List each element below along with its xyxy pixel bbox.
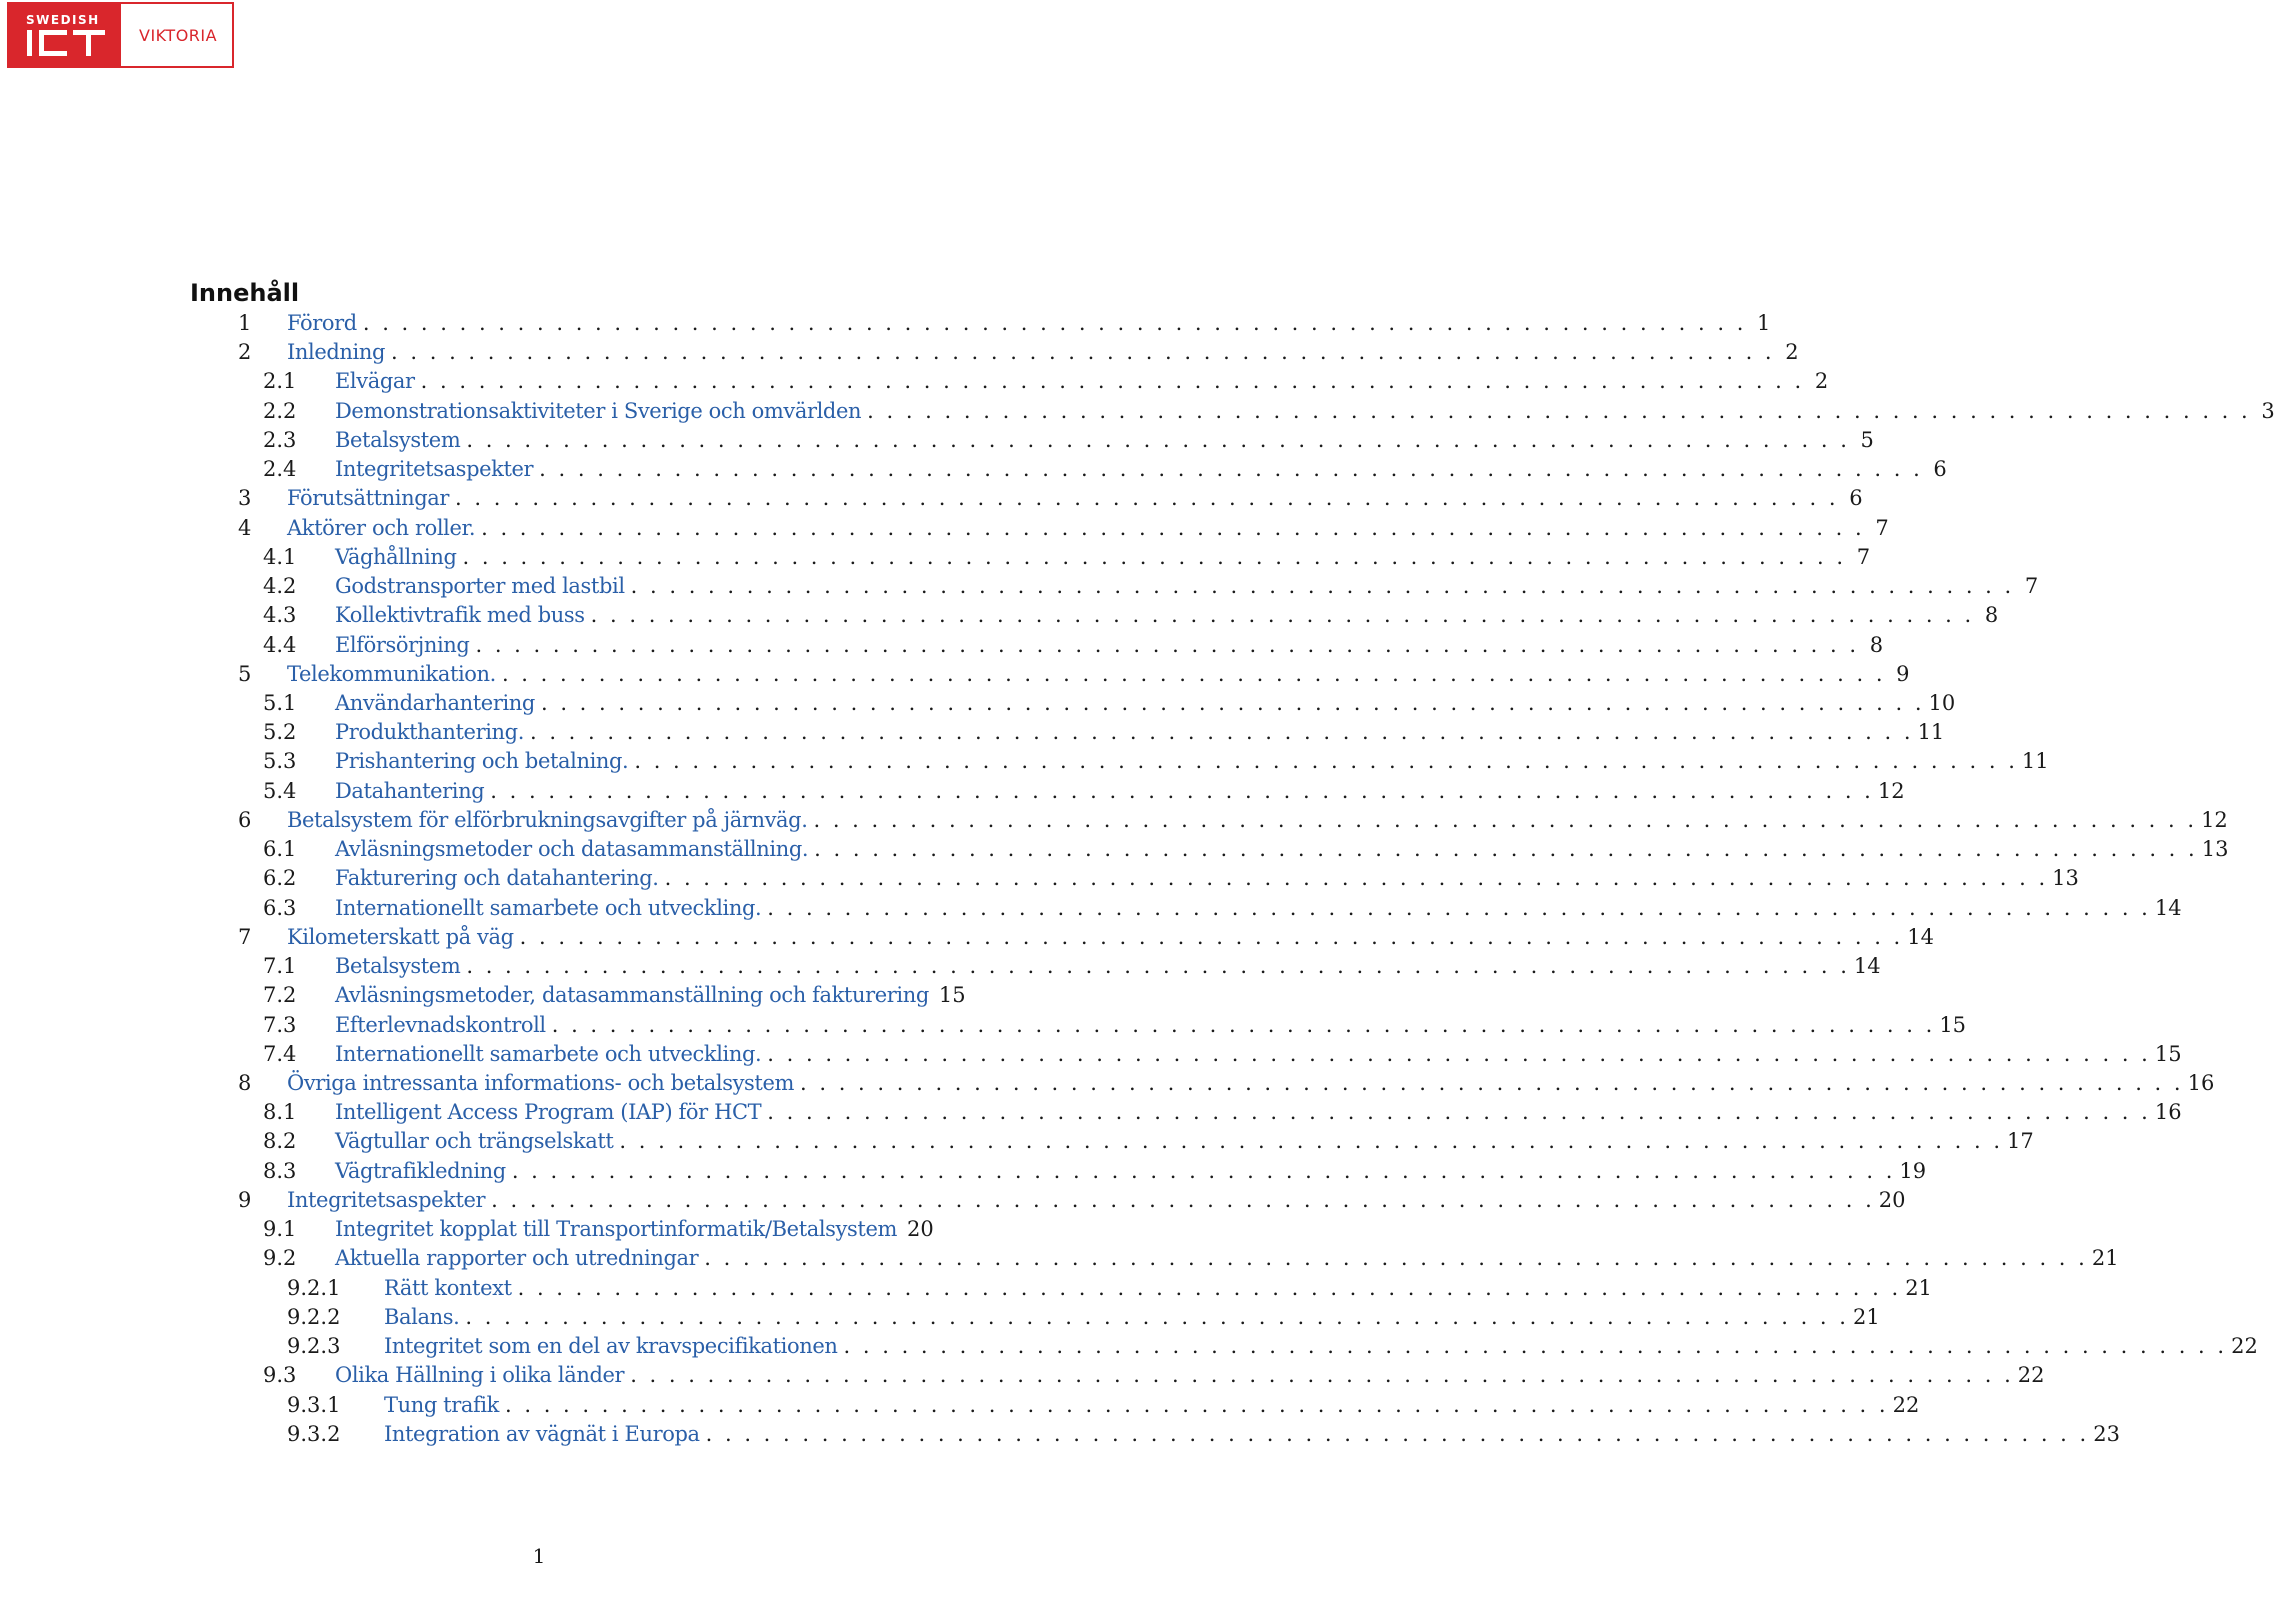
toc-leader-dots	[466, 426, 1850, 455]
toc-link[interactable]: Kollektivtrafik med buss	[335, 603, 585, 628]
toc-link[interactable]: Inledning	[287, 340, 386, 365]
toc-page-number: 14	[1853, 954, 1881, 979]
toc-link[interactable]: Avläsningsmetoder, datasammanställning och fakturering	[335, 983, 929, 1008]
toc-row[interactable]	[0, 806, 2228, 835]
toc-page-number: 7	[2024, 574, 2039, 599]
toc-page-number: 12	[2201, 807, 2228, 832]
toc-section-number: 9.2	[263, 1246, 297, 1271]
toc-entry[interactable]	[335, 981, 966, 1010]
toc-section-number: 5.1	[263, 690, 297, 715]
toc-row[interactable]	[0, 835, 2229, 864]
toc-link[interactable]: Avläsningsmetoder och datasammanställning.	[335, 837, 809, 862]
toc-link[interactable]: Övriga intressanta informations- och betalsystem	[287, 1070, 794, 1095]
toc-row[interactable]	[0, 1303, 1880, 1332]
toc-link[interactable]: Efterlevnadskontroll	[335, 1012, 546, 1037]
toc-entry[interactable]	[335, 1157, 1927, 1186]
toc-section-number: 5	[238, 661, 252, 686]
toc-page-number: 11	[1917, 720, 1945, 745]
toc-section-number: 6.1	[263, 837, 297, 862]
toc-link[interactable]: Demonstrationsaktiviteter i Sverige och omvärlden	[335, 398, 862, 423]
toc-entry[interactable]	[384, 1332, 2258, 1361]
toc-row[interactable]	[0, 1420, 2120, 1449]
toc-link[interactable]: Olika Hällning i olika länder	[335, 1363, 625, 1388]
toc-leader-dots	[631, 572, 2015, 601]
toc-row[interactable]	[0, 426, 1874, 455]
toc-leader-dots	[591, 601, 1975, 630]
toc-page-number: 8	[1869, 632, 1884, 657]
toc-page-number: 16	[2187, 1070, 2215, 1095]
toc-page-number: 10	[1928, 690, 1956, 715]
toc-page-number: 23	[2093, 1421, 2120, 1446]
toc-link[interactable]: Telekommunikation.	[287, 661, 496, 686]
toc-link[interactable]: Integritetsaspekter	[287, 1187, 486, 1212]
toc-page-number: 6	[1849, 486, 1863, 511]
toc-row[interactable]	[0, 572, 2039, 601]
toc-row[interactable]	[0, 1127, 2034, 1156]
toc-entry[interactable]	[335, 835, 2229, 864]
toc-row[interactable]	[0, 543, 1871, 572]
toc-entry[interactable]	[287, 806, 2228, 835]
toc-entry[interactable]	[335, 426, 1874, 455]
toc-link[interactable]: Förord	[287, 311, 357, 335]
toc-row[interactable]	[0, 1069, 2215, 1098]
toc-leader-dots	[465, 1303, 1849, 1332]
toc-row[interactable]	[0, 864, 2079, 893]
toc-leader-dots	[505, 1391, 1889, 1420]
toc-entry[interactable]	[287, 338, 1799, 367]
toc-title: Innehåll	[190, 279, 300, 307]
toc-leader-dots	[552, 1011, 1936, 1040]
toc-section-number: 4.1	[263, 544, 297, 569]
toc-leader-dots	[455, 484, 1839, 513]
toc-link[interactable]: Tung trafik	[384, 1392, 499, 1417]
toc-leader-dots	[512, 1157, 1896, 1186]
toc-section-number: 4	[238, 515, 252, 540]
toc-section-number: 7.3	[263, 1012, 297, 1037]
logo-name: VIKTORIA	[139, 25, 218, 45]
toc-entry[interactable]	[335, 1215, 934, 1244]
toc-row[interactable]	[0, 1332, 2258, 1361]
toc-section-number: 8.2	[263, 1129, 297, 1154]
toc-section-number: 6	[238, 807, 252, 832]
toc-leader-dots	[767, 1040, 2151, 1069]
toc-link[interactable]: Prishantering och betalning.	[335, 749, 629, 774]
toc-link[interactable]: Elförsörjning	[335, 632, 470, 657]
toc-row[interactable]	[0, 1215, 960, 1244]
toc-section-number: 9	[238, 1187, 252, 1212]
toc-section-number: 2.3	[263, 427, 297, 452]
toc-row[interactable]	[0, 1011, 1967, 1040]
toc-page-number: 7	[1875, 515, 1889, 540]
toc-link[interactable]: Integritet kopplat till Transportinformatik/Betalsystem	[335, 1217, 897, 1242]
toc-row[interactable]	[0, 660, 1910, 689]
toc-page-number: 15	[938, 983, 966, 1008]
toc-row[interactable]	[0, 1244, 2119, 1273]
toc-link[interactable]: Produkthantering.	[335, 720, 524, 745]
toc-section-number: 7	[238, 924, 252, 949]
toc-row[interactable]	[0, 689, 1956, 718]
toc-row[interactable]	[0, 514, 1889, 543]
toc-leader-dots	[520, 923, 1904, 952]
toc-section-number: 9.3.2	[287, 1421, 341, 1446]
toc-row[interactable]	[0, 309, 1771, 338]
toc-page-number: 5	[1860, 427, 1874, 452]
toc-entry[interactable]	[287, 1069, 2215, 1098]
toc-section-number: 9.2.2	[287, 1304, 341, 1329]
toc-link[interactable]: Rätt kontext	[384, 1275, 512, 1300]
toc-row[interactable]	[0, 777, 1905, 806]
toc-entry[interactable]	[335, 864, 2079, 893]
toc-entry[interactable]	[335, 718, 1945, 747]
toc-page-number: 8	[1984, 603, 1999, 628]
toc-leader-dots	[630, 1361, 2014, 1390]
toc-page-number: 13	[2201, 837, 2229, 862]
toc-leader-dots	[491, 1186, 1875, 1215]
toc-link[interactable]: Vägtullar och trängselskatt	[335, 1129, 614, 1154]
toc-section-number: 3	[238, 486, 252, 511]
toc-link[interactable]: Integritetsaspekter	[335, 457, 534, 482]
toc-row[interactable]	[0, 338, 1799, 367]
toc-entry[interactable]	[335, 1127, 2034, 1156]
toc-leader-dots	[706, 1420, 2090, 1449]
toc-link[interactable]: Balans.	[384, 1304, 460, 1329]
toc-row[interactable]	[0, 397, 2275, 426]
toc-leader-dots	[475, 631, 1859, 660]
toc-page-number: 14	[2154, 895, 2182, 920]
toc-link[interactable]: Godstransporter med lastbil	[335, 574, 625, 599]
toc-section-number: 2.4	[263, 457, 297, 482]
toc-section-number: 7.2	[263, 983, 297, 1008]
toc-section-number: 5.4	[263, 778, 297, 803]
toc-leader-dots	[490, 777, 1874, 806]
toc-page-number: 1	[1757, 311, 1771, 335]
toc-section-number: 7.4	[263, 1041, 297, 1066]
toc-link[interactable]: Fakturering och datahantering.	[335, 866, 659, 891]
toc-page-number: 2	[1785, 340, 1799, 365]
toc-link[interactable]: Elvägar	[335, 369, 415, 394]
toc-section-number: 8.1	[263, 1100, 297, 1125]
toc-link[interactable]: Förutsättningar	[287, 486, 450, 511]
toc-section-number: 4.3	[263, 603, 297, 628]
toc-entry[interactable]	[335, 543, 1871, 572]
toc-entry[interactable]	[335, 747, 2049, 776]
toc-leader-dots	[421, 367, 1805, 396]
toc-page-number: 21	[1852, 1304, 1880, 1329]
toc-entry[interactable]	[335, 601, 1999, 630]
toc-section-number: 8	[238, 1070, 252, 1095]
toc-leader-dots	[767, 894, 2151, 923]
toc-page-number: 13	[2052, 866, 2079, 891]
toc-entry[interactable]	[287, 309, 1771, 338]
toc-row[interactable]	[0, 952, 1881, 981]
toc-link[interactable]: Väghållning	[335, 544, 457, 569]
toc-page-number: 3	[2261, 398, 2275, 423]
toc-section-number: 7.1	[263, 954, 297, 979]
toc-entry[interactable]	[287, 923, 1934, 952]
toc-leader-dots	[481, 514, 1865, 543]
toc-leader-dots	[466, 952, 1850, 981]
toc-link[interactable]: Användarhantering	[335, 690, 535, 715]
toc-page-number: 16	[2154, 1100, 2182, 1125]
toc-row[interactable]	[0, 747, 2049, 776]
toc-leader-dots	[665, 864, 2049, 893]
toc-leader-dots	[530, 718, 1914, 747]
toc-section-number: 2	[238, 340, 252, 365]
toc-leader-dots	[463, 543, 1847, 572]
company-logo	[7, 2, 234, 68]
toc-section-number: 5.3	[263, 749, 297, 774]
toc-entry[interactable]	[335, 455, 1947, 484]
toc-link[interactable]: Intelligent Access Program (IAP) för HCT	[335, 1100, 762, 1125]
toc-leader-dots	[391, 338, 1775, 367]
logo-top-text: SWEDISH	[26, 13, 100, 27]
toc-section-number: 9.1	[263, 1217, 297, 1242]
toc-row[interactable]	[0, 1157, 1927, 1186]
toc-row[interactable]	[0, 1361, 2045, 1390]
toc-page-number: 21	[1905, 1275, 1932, 1300]
toc-section-number: 2.1	[263, 369, 297, 394]
toc-leader-dots	[814, 835, 2198, 864]
toc-entry[interactable]	[335, 1098, 2182, 1127]
toc-page-number: 20	[906, 1217, 934, 1242]
toc-row[interactable]	[0, 923, 1934, 952]
toc-page-number: 21	[2091, 1246, 2119, 1271]
toc-row[interactable]	[0, 894, 2182, 923]
toc-row[interactable]	[0, 1391, 1920, 1420]
toc-section-number: 9.3	[263, 1363, 297, 1388]
toc-entry[interactable]	[335, 894, 2182, 923]
toc-entry[interactable]	[287, 1186, 1906, 1215]
toc-section-number: 4.4	[263, 632, 297, 657]
toc-row[interactable]	[0, 1098, 2182, 1127]
toc-section-number: 4.2	[263, 574, 297, 599]
toc-page-number: 22	[2231, 1334, 2258, 1359]
toc-entry[interactable]	[384, 1303, 1880, 1332]
toc-section-number: 6.3	[263, 895, 297, 920]
toc-entry[interactable]	[384, 1420, 2120, 1449]
toc-entry[interactable]	[335, 1040, 2182, 1069]
toc-entry[interactable]	[335, 777, 1905, 806]
toc-link[interactable]: Integration av vägnät i Europa	[384, 1421, 700, 1446]
toc-row[interactable]	[0, 601, 1999, 630]
toc-page-number: 7	[1856, 544, 1871, 569]
toc-entry[interactable]	[335, 397, 2275, 426]
toc-section-number: 9.3.1	[287, 1392, 341, 1417]
toc-entry[interactable]	[335, 1244, 2119, 1273]
toc-entry[interactable]	[335, 631, 1884, 660]
toc-leader-dots	[518, 1274, 1902, 1303]
toc-row[interactable]	[0, 455, 1947, 484]
toc-row[interactable]	[0, 1186, 1906, 1215]
toc-entry[interactable]	[335, 952, 1881, 981]
toc-page-number: 2	[1814, 369, 1829, 394]
toc-leader-dots	[867, 397, 2251, 426]
toc-row[interactable]	[0, 484, 1863, 513]
toc-row[interactable]	[0, 981, 966, 1010]
toc-page-number: 12	[1877, 778, 1905, 803]
toc-page-number: 22	[2017, 1363, 2045, 1388]
toc-link[interactable]: Betalsystem för elförbrukningsavgifter på järnväg.	[287, 807, 808, 832]
toc-page-number: 14	[1907, 924, 1934, 949]
toc-row[interactable]	[0, 1274, 1932, 1303]
toc-page-number: 15	[1939, 1012, 1967, 1037]
toc-leader-dots	[539, 455, 1923, 484]
toc-entry[interactable]	[335, 1361, 2045, 1390]
toc-leader-dots	[541, 689, 1925, 718]
logo-mark	[9, 4, 121, 66]
toc-link[interactable]: Internationellt samarbete och utveckling.	[335, 1041, 762, 1066]
toc-section-number: 5.2	[263, 720, 297, 745]
toc-page-number: 6	[1933, 457, 1947, 482]
page-number: 1	[532, 1544, 546, 1568]
toc-row[interactable]	[0, 718, 1945, 747]
toc-link[interactable]: Betalsystem	[335, 427, 461, 452]
toc-link[interactable]: Datahantering	[335, 778, 485, 803]
toc-section-number: 2.2	[263, 398, 297, 423]
toc-entry[interactable]	[287, 514, 1889, 543]
toc-entry[interactable]	[287, 484, 1863, 513]
toc-leader-dots	[813, 806, 2197, 835]
toc-entry[interactable]	[287, 660, 1910, 689]
toc-leader-dots	[619, 1127, 2003, 1156]
toc-entry[interactable]	[335, 572, 2039, 601]
ict-logo-icon	[27, 30, 105, 56]
toc-section-number: 9.2.3	[287, 1334, 341, 1359]
toc-entry[interactable]	[384, 1274, 1932, 1303]
toc-page-number: 9	[1896, 661, 1910, 686]
toc-section-number: 9.2.1	[287, 1275, 341, 1300]
toc-section-number: 6.2	[263, 866, 297, 891]
toc-leader-dots	[363, 309, 1747, 338]
toc-link[interactable]: Vägtrafikledning	[335, 1158, 506, 1183]
toc-link[interactable]: Aktuella rapporter och utredningar	[335, 1246, 699, 1271]
toc-link[interactable]: Kilometerskatt på väg	[287, 924, 514, 949]
toc-row[interactable]	[0, 631, 1884, 660]
toc-page-number: 17	[2007, 1129, 2034, 1154]
toc-page-number: 15	[2154, 1041, 2182, 1066]
toc-leader-dots	[502, 660, 1886, 689]
toc-page-number: 22	[1892, 1392, 1920, 1417]
toc-leader-dots	[704, 1244, 2088, 1273]
toc-link[interactable]: Betalsystem	[335, 954, 461, 979]
toc-link[interactable]: Aktörer och roller.	[287, 515, 476, 540]
toc-row[interactable]	[0, 367, 1829, 396]
toc-section-number: 1	[238, 311, 252, 335]
toc-page-number: 20	[1878, 1187, 1906, 1212]
toc-entry[interactable]	[384, 1391, 1920, 1420]
toc-link[interactable]: Internationellt samarbete och utveckling.	[335, 895, 762, 920]
toc-link[interactable]: Integritet som en del av kravspecifikationen	[384, 1334, 838, 1359]
toc-leader-dots	[800, 1069, 2184, 1098]
toc-page-number: 11	[2021, 749, 2049, 774]
toc-entry[interactable]	[335, 1011, 1967, 1040]
toc-row[interactable]	[0, 1040, 2182, 1069]
toc-leader-dots	[844, 1332, 2228, 1361]
toc-entry[interactable]	[335, 367, 1829, 396]
toc-leader-dots	[634, 747, 2018, 776]
toc-leader-dots	[767, 1098, 2151, 1127]
toc-page-number: 19	[1899, 1158, 1927, 1183]
toc-entry[interactable]	[335, 689, 1956, 718]
toc-section-number: 8.3	[263, 1158, 297, 1183]
